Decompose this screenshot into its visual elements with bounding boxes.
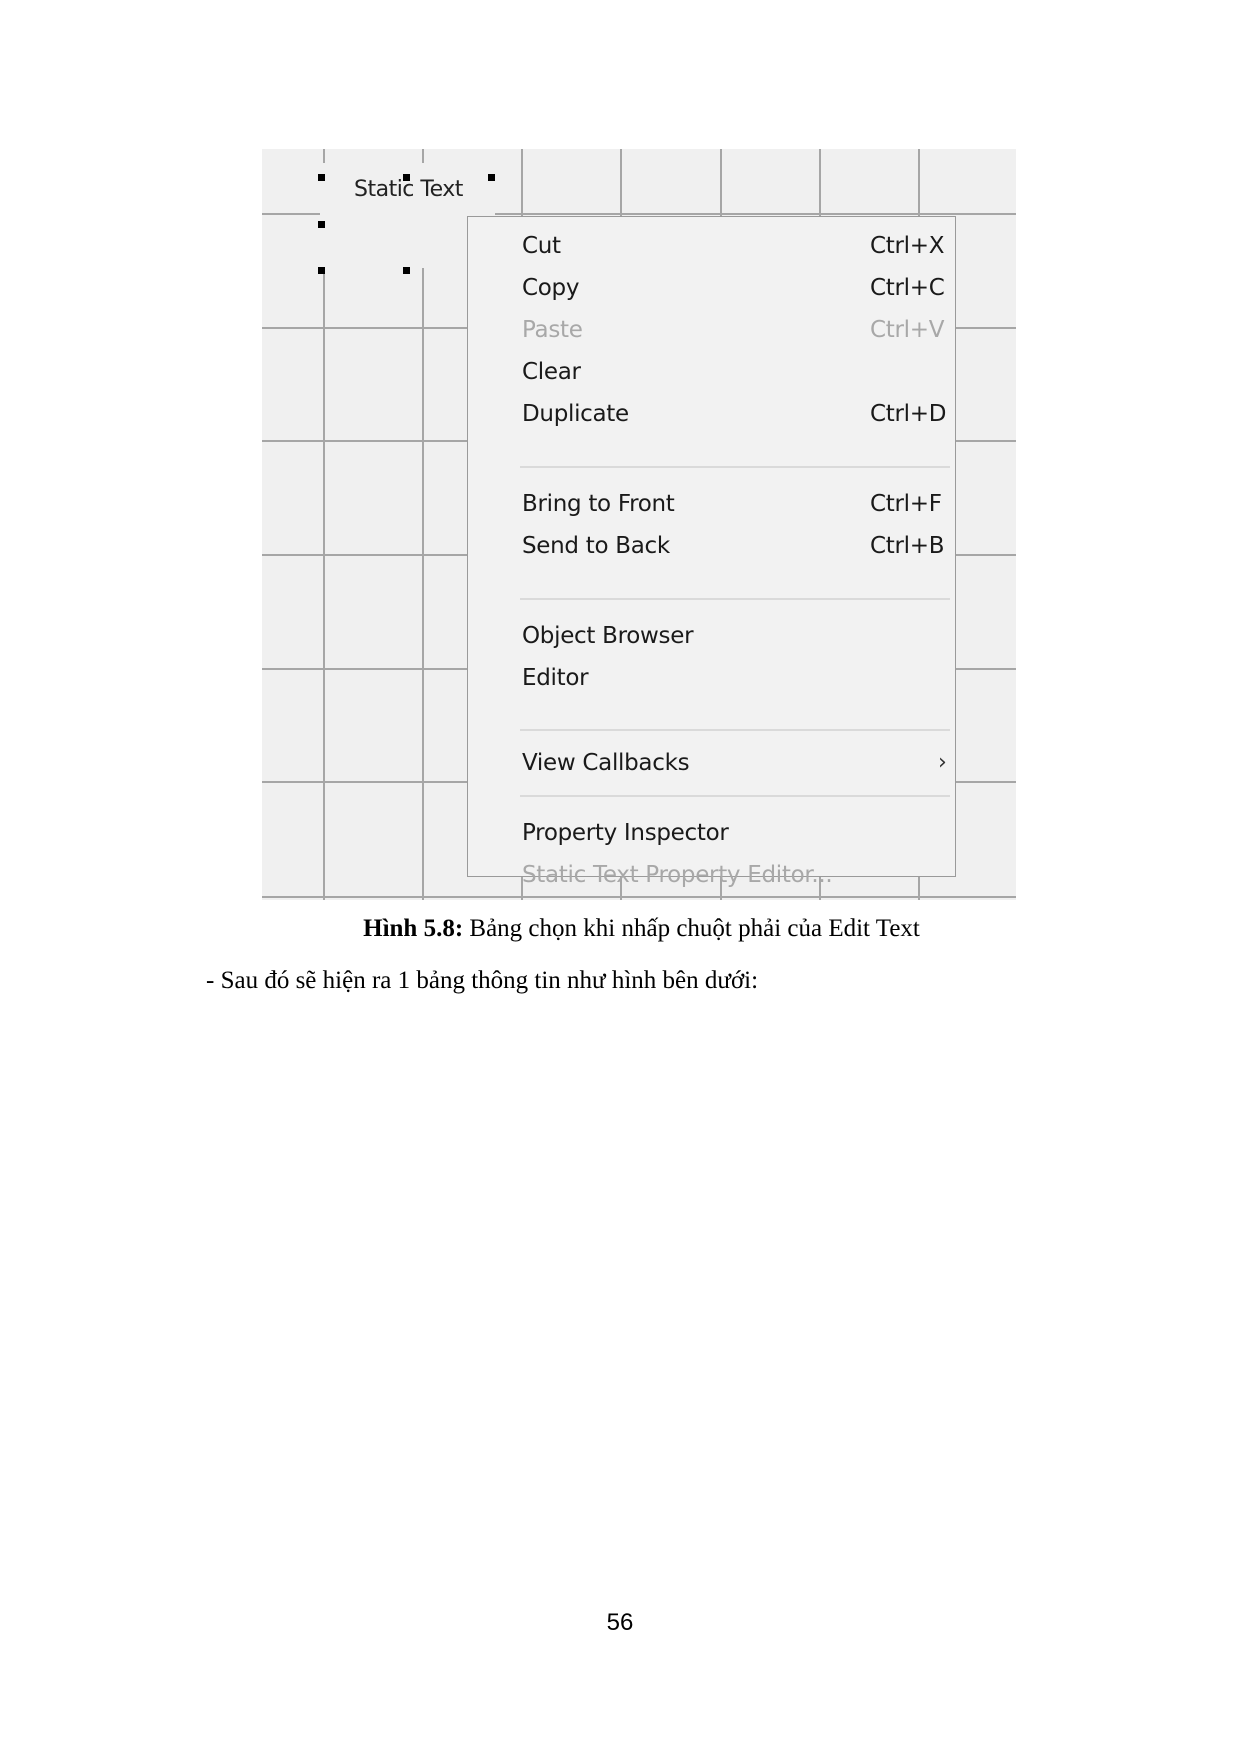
menu-item-object-browser[interactable]: [468, 617, 955, 657]
body-paragraph: - Sau đó sẽ hiện ra 1 bảng thông tin như hình bên dưới:: [206, 967, 759, 994]
menu-item-cut[interactable]: [468, 227, 955, 267]
menu-item-shortcut: Ctrl+D: [870, 401, 947, 427]
menu-item-label: Cut: [522, 233, 561, 259]
menu-separator: [520, 795, 950, 797]
menu-item-label: Object Browser: [522, 623, 694, 649]
resize-handle[interactable]: [488, 174, 495, 181]
menu-item-property-inspector[interactable]: [468, 814, 955, 854]
menu-item-shortcut: Ctrl+X: [870, 233, 945, 259]
menu-item-clear[interactable]: [468, 353, 955, 393]
grid-line: [262, 896, 1016, 898]
figure-caption: [0, 915, 1240, 943]
menu-item-label: Copy: [522, 275, 580, 301]
menu-item-copy[interactable]: [468, 269, 955, 309]
menu-item-send-to-back[interactable]: [468, 527, 955, 567]
gui-screenshot-figure: [262, 149, 1016, 900]
menu-separator: [520, 466, 950, 468]
resize-handle[interactable]: [403, 267, 410, 274]
menu-item-label: Static Text Property Editor...: [522, 862, 833, 888]
menu-item-shortcut: Ctrl+B: [870, 533, 945, 559]
menu-item-editor[interactable]: [468, 659, 955, 699]
page-number: 56: [606, 1609, 634, 1636]
menu-item-shortcut: Ctrl+F: [870, 491, 942, 517]
menu-item-label: Paste: [522, 317, 583, 343]
menu-item-bring-to-front[interactable]: [468, 485, 955, 525]
menu-item-label: View Callbacks: [522, 750, 690, 776]
menu-item-paste: [468, 311, 955, 351]
menu-item-label: Clear: [522, 359, 581, 385]
resize-handle[interactable]: [318, 267, 325, 274]
resize-handle[interactable]: [318, 221, 325, 228]
menu-separator: [520, 729, 950, 731]
static-text-label: Static Text: [354, 177, 463, 202]
menu-item-label: Duplicate: [522, 401, 629, 427]
submenu-arrow-icon: ›: [938, 750, 947, 775]
menu-item-view-callbacks[interactable]: [468, 744, 955, 784]
menu-item-label: Editor: [522, 665, 589, 691]
menu-item-label: Send to Back: [522, 533, 670, 559]
caption-prefix: Hình 5.8:: [363, 915, 464, 942]
menu-item-label: Property Inspector: [522, 820, 729, 846]
context-menu: [467, 216, 956, 888]
menu-item-shortcut: Ctrl+C: [870, 275, 945, 301]
caption-text: Bảng chọn khi nhấp chuột phải của Edit Text: [463, 915, 920, 942]
menu-item-shortcut: Ctrl+V: [870, 317, 945, 343]
resize-handle[interactable]: [318, 174, 325, 181]
menu-item-label: Bring to Front: [522, 491, 675, 517]
menu-separator: [520, 598, 950, 600]
menu-item-static-text-property-editor: [468, 856, 955, 896]
menu-item-duplicate[interactable]: [468, 395, 955, 435]
